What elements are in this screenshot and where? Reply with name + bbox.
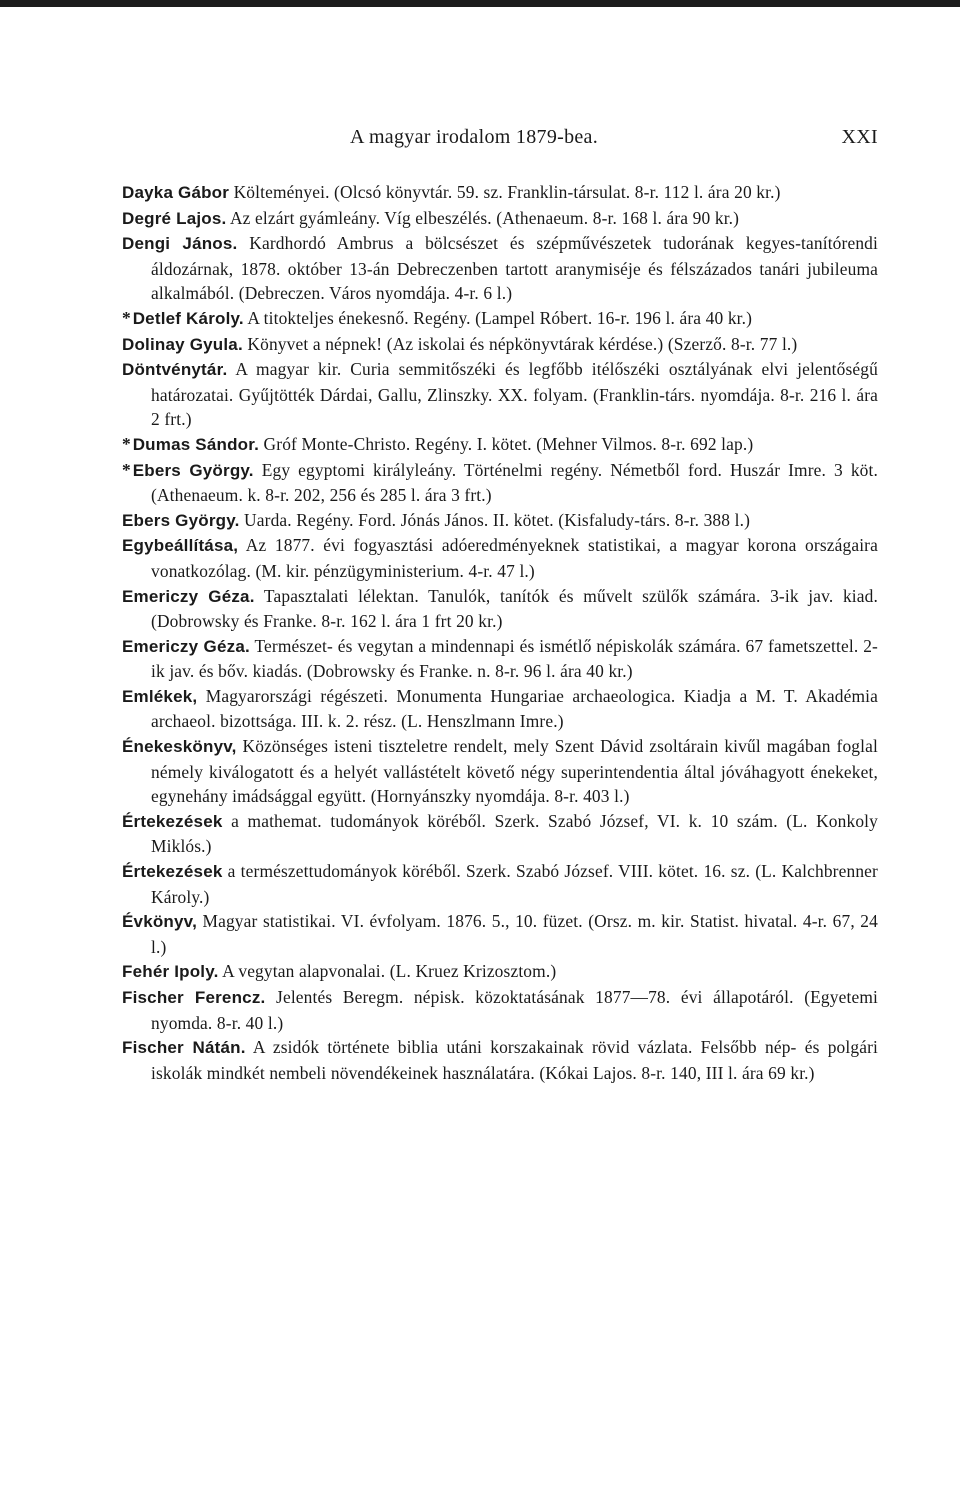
bibliography-entry: [122, 959, 878, 985]
bibliography-entry: [122, 1035, 878, 1085]
entry-author: Értekezések: [122, 862, 223, 882]
entry-details: A zsidók története biblia utáni korszakainak rövid vázlata. Felsőbb nép- és polgári iskolák mindkét nembeli növendékeinek használatára. (Kókai Lajos. 8-r. 140, III l. ára 69 kr.): [151, 1037, 879, 1083]
entry-details: a természettudományok köréből. Szerk. Szabó József. VIII. kötet. 16. sz. (L. Kalchbrenner Károly.): [151, 861, 878, 907]
bibliography-entry: [122, 533, 878, 583]
entry-details: A magyar kir. Curia semmitőszéki és legfőbb itélőszéki osztályának elvi jelentőségű határozatai. Gyűjtötték Dárdai, Gallu, Zlinszky. XX. folyam. (Franklin-társ. nyomdája. 8-r. 216 l. ára 2 frt.): [151, 359, 878, 430]
entry-details: Egy egyptomi királyleány. Történelmi regény. Németből ford. Huszár Imre. 3 köt. (Athenaeum. k. 8-r. 202, 256 és 285 l. ára 3 frt.): [151, 459, 878, 506]
bibliography-entry: [122, 306, 878, 332]
entry-details: A vegytan alapvonalai. (L. Kruez Krizosztom.): [218, 961, 557, 982]
bibliography-entry: [122, 432, 878, 458]
entry-author: Fischer Ferencz.: [122, 988, 266, 1007]
bibliography-entry: [122, 357, 878, 432]
bibliography-entry: [122, 809, 878, 859]
entry-details: Könyvet a népnek! (Az iskolai és népkönyvtárak kérdése.) (Szerző. 8-r. 77 l.): [242, 333, 798, 354]
entry-details: Magyar statistikai. VI. évfolyam. 1876. 5., 10. füzet. (Orsz. m. kir. Statist. hivatal. 4-r. 67, 24 l.): [151, 911, 878, 957]
new-work-marker: *: [122, 433, 131, 454]
entry-author: Fischer Nátán.: [122, 1038, 246, 1058]
bibliography-list: [122, 180, 878, 1085]
entry-details: A titokteljes énekesnő. Regény. (Lampel Róbert. 16-r. 196 l. ára 40 kr.): [243, 307, 753, 328]
entry-author: Döntvénytár.: [122, 360, 228, 380]
entry-details: Uarda. Regény. Ford. Jónás János. II. kötet. (Kisfaludy-társ. 8-r. 388 l.): [239, 509, 751, 530]
new-work-marker: *: [122, 307, 131, 328]
entry-details: Természet- és vegytan a mindennapi és ismétlő népiskolák számára. 67 fametszettel. 2-ik jav. és bőv. kiadás. (Dobrowsky és Franke. n. 8-r. 96 l. ára 40 kr.): [151, 635, 878, 682]
entry-details: Az elzárt gyámleány. Víg elbeszélés. (Athenaeum. 8-r. 168 l. ára 90 kr.): [226, 207, 740, 228]
entry-author: Énekeskönyv,: [122, 737, 237, 757]
entry-author: Fehér Ipoly.: [122, 962, 219, 982]
running-head: [122, 126, 878, 154]
bibliography-entry: [122, 180, 878, 206]
entry-details: Költeményei. (Olcsó könyvtár. 59. sz. Franklin-társulat. 8-r. 112 l. ára 20 kr.): [229, 182, 781, 202]
entry-author: Ebers György.: [132, 460, 254, 480]
bibliography-entry: [122, 332, 878, 358]
bibliography-entry: [122, 584, 878, 634]
entry-author: Detlef Károly.: [132, 308, 244, 328]
bibliography-entry: [122, 684, 878, 734]
new-work-marker: *: [122, 459, 131, 480]
entry-details: Kardhordó Ambrus a bölcsészet és szépművészetek tudorának kegyes-tanítórendi áldozárnak, 1878. október 13-án Debreczenben tartott aranymiséje és félszázados tanári jubileuma alkalmából. (Debreczen. Város nyomdája. 4-r. 6 l.): [151, 233, 879, 304]
bibliography-entry: [122, 634, 878, 684]
page-title: A magyar irodalom 1879-bea.: [350, 126, 599, 148]
top-border-rule: [0, 0, 960, 7]
entry-author: Ebers György.: [122, 510, 240, 530]
entry-author: Dolinay Gyula.: [122, 334, 243, 354]
bibliography-entry: [122, 508, 878, 534]
entry-author: Évkönyv,: [122, 912, 197, 932]
bibliography-entry: [122, 458, 878, 508]
entry-author: Emericzy Géza.: [122, 636, 250, 656]
entry-author: Emericzy Géza.: [122, 586, 255, 606]
entry-details: Jelentés Beregm. népisk. közoktatásának 1877—78. évi állapotáról. (Egyetemi nyomda. 8-r. 40 l.): [151, 987, 878, 1033]
entry-author: Degré Lajos.: [122, 208, 227, 228]
bibliography-entry: [122, 909, 878, 959]
entry-details: Gróf Monte-Christo. Regény. I. kötet. (Mehner Vilmos. 8-r. 692 lap.): [259, 433, 754, 454]
entry-author: Értekezések: [122, 811, 223, 831]
entry-author: Dayka Gábor: [122, 183, 230, 202]
entry-author: Dengi János.: [122, 234, 238, 254]
entry-details: a mathemat. tudományok köréből. Szerk. Szabó József, VI. k. 10 szám. (L. Konkoly Miklós.): [151, 810, 878, 857]
entry-author: Egybeállítása,: [122, 536, 239, 556]
entry-author: Dumas Sándor.: [132, 434, 260, 454]
entry-details: Magyarországi régészeti. Monumenta Hungariae archaeologica. Kiadja a M. T. Akadémia archaeol. bizottsága. III. k. 2. rész. (L. Henszlmann Imre.): [151, 685, 878, 732]
bibliography-entry: [122, 734, 878, 809]
bibliography-entry: [122, 231, 878, 306]
bibliography-entry: [122, 985, 878, 1035]
entry-details: Az 1877. évi fogyasztási adóeredményeknek statistikai, a magyar korona országaira vonatkozólag. (M. kir. pénzügyministerium. 4-r. 47 l.): [151, 535, 878, 581]
entry-author: Emlékek,: [122, 686, 198, 706]
page-number: XXI: [841, 126, 878, 148]
bibliography-entry: [122, 206, 878, 232]
entry-details: Tapasztalati lélektan. Tanulók, tanítók és művelt szülők számára. 3-ik jav. kiad. (Dobrowsky és Franke. 8-r. 162 l. ára 1 frt 20 kr.): [151, 585, 878, 632]
bibliography-entry: [122, 859, 878, 909]
entry-details: Közönséges isteni tiszteletre rendelt, mely Szent Dávid zsoltárain kivűl magában foglal némely kiválogatott és a helyét vallástételt követő négy superintendentia által jóváhagyott énekeket, egynehány imádsággal együtt. (Hornyánszky nyomdája. 8-r. 403 l.): [151, 736, 878, 807]
